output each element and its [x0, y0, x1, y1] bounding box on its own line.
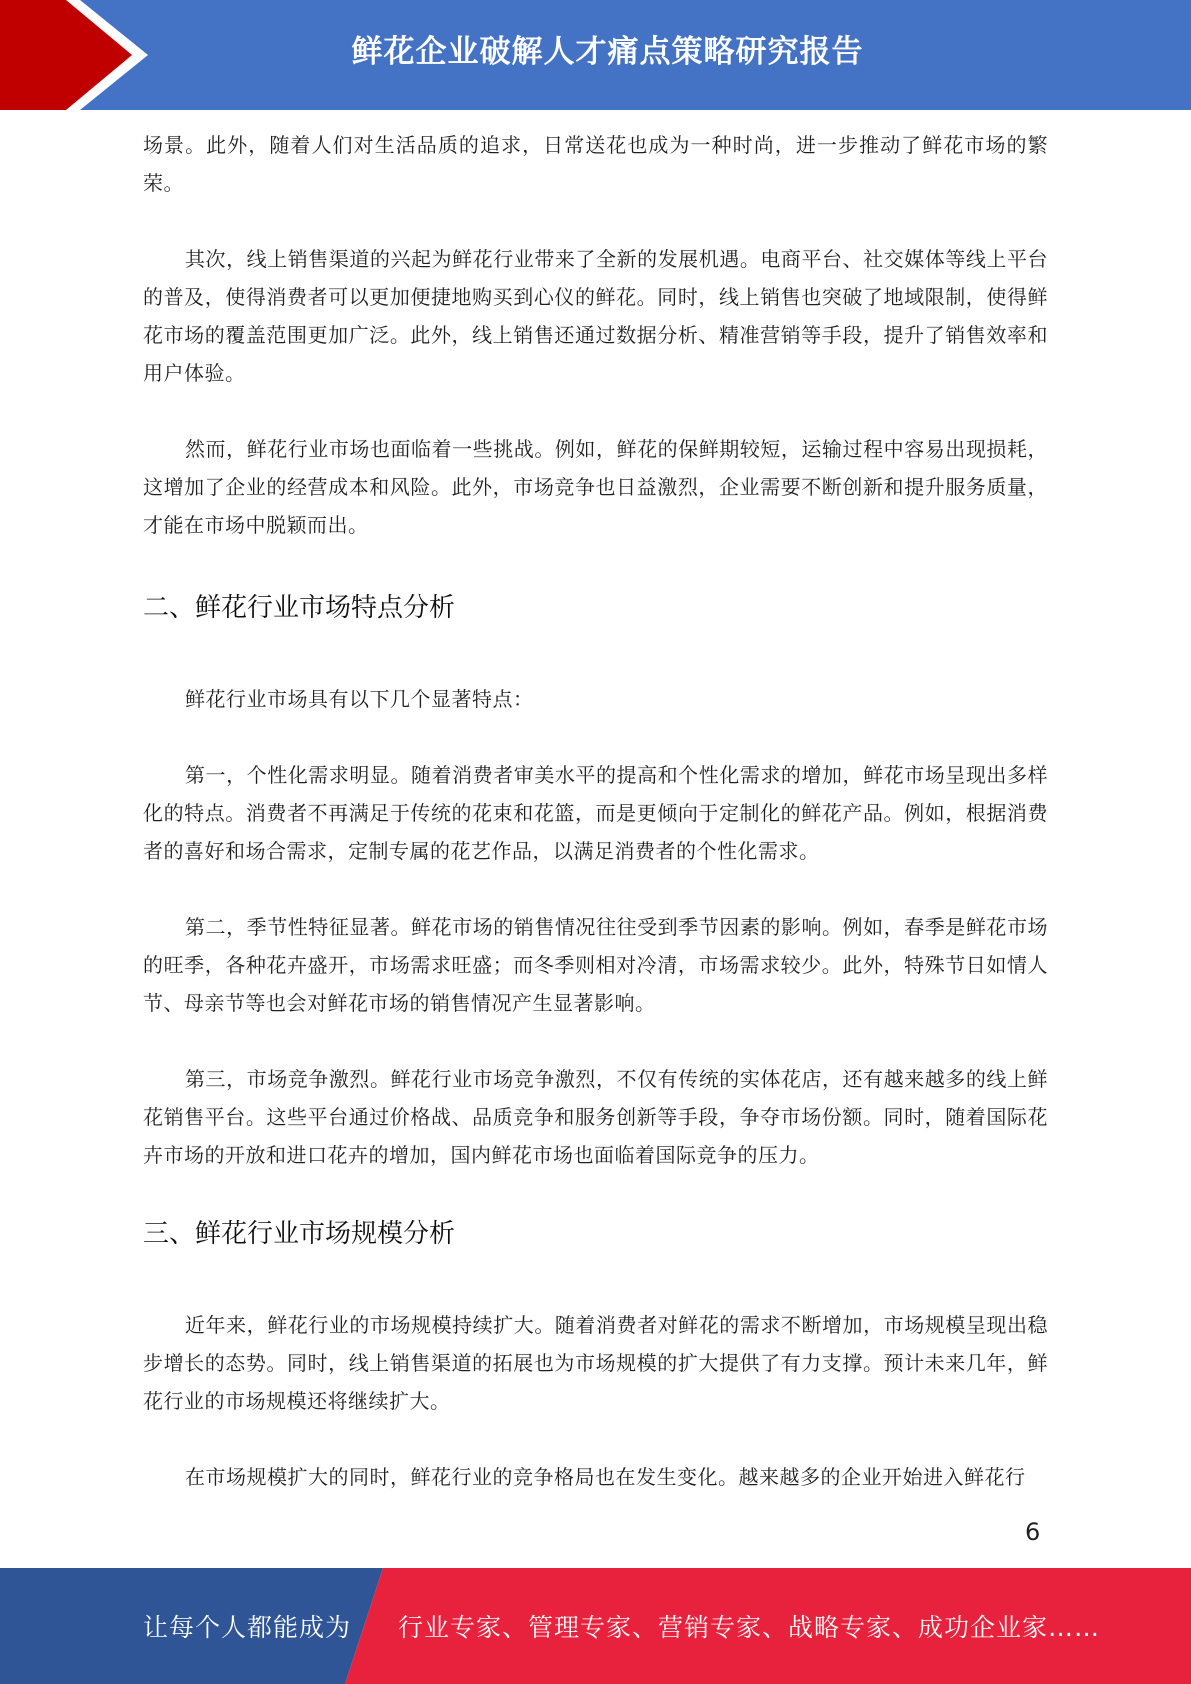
page-number: 6 [1025, 1518, 1041, 1546]
paragraph: 场景。此外，随着人们对生活品质的追求，日常送花也成为一种时尚，进一步推动了鲜花市场的繁荣。 [143, 133, 1048, 195]
section-heading: 二、鲜花行业市场特点分析 [143, 593, 456, 623]
section-heading: 三、鲜花行业市场规模分析 [143, 1219, 456, 1249]
footer-slogan-left: 让每个人都能成为 [143, 1613, 352, 1642]
report-title: 鲜花企业破解人才痛点策略研究报告 [351, 34, 864, 70]
paragraph: 第一，个性化需求明显。随着消费者审美水平的提高和个性化需求的增加，鲜花市场呈现出多样化的特点。消费者不再满足于传统的花束和花篮，而是更倾向于定制化的鲜花产品。例如，根据消费者的喜好和场合需求，定制专属的花艺作品，以满足消费者的个性化需求。 [143, 763, 1048, 863]
paragraph: 然而，鲜花行业市场也面临着一些挑战。例如，鲜花的保鲜期较短，运输过程中容易出现损耗，这增加了企业的经营成本和风险。此外，市场竞争也日益激烈，企业需要不断创新和提升服务质量，才能在市场中脱颖而出。 [143, 437, 1048, 537]
paragraph: 鲜花行业市场具有以下几个显著特点： [185, 687, 534, 711]
page-footer [0, 1568, 1191, 1684]
document-body [143, 126, 1048, 1496]
paragraph: 第三，市场竞争激烈。鲜花行业市场竞争激烈，不仅有传统的实体花店，还有越来越多的线上鲜花销售平台。这些平台通过价格战、品质竞争和服务创新等手段，争夺市场份额。同时，随着国际花卉市场的开放和进口花卉的增加，国内鲜花市场也面临着国际竞争的压力。 [143, 1067, 1048, 1167]
page-header [0, 0, 1191, 110]
paragraph: 第二，季节性特征显著。鲜花市场的销售情况往往受到季节因素的影响。例如，春季是鲜花市场的旺季，各种花卉盛开，市场需求旺盛；而冬季则相对冷清，市场需求较少。此外，特殊节日如情人节、母亲节等也会对鲜花市场的销售情况产生显著影响。 [143, 915, 1048, 1015]
paragraph: 其次，线上销售渠道的兴起为鲜花行业带来了全新的发展机遇。电商平台、社交媒体等线上平台的普及，使得消费者可以更加便捷地购买到心仪的鲜花。同时，线上销售也突破了地域限制，使得鲜花市场的覆盖范围更加广泛。此外，线上销售还通过数据分析、精准营销等手段，提升了销售效率和用户体验。 [143, 247, 1048, 385]
paragraph: 近年来，鲜花行业的市场规模持续扩大。随着消费者对鲜花的需求不断增加，市场规模呈现出稳步增长的态势。同时，线上销售渠道的拓展也为市场规模的扩大提供了有力支撑。预计未来几年，鲜花行业的市场规模还将继续扩大。 [143, 1313, 1048, 1413]
paragraph: 在市场规模扩大的同时，鲜花行业的竞争格局也在发生变化。越来越多的企业开始进入鲜花行 [185, 1465, 1026, 1489]
footer-slogan-right: 行业专家、管理专家、营销专家、战略专家、成功企业家…… [398, 1613, 1101, 1642]
